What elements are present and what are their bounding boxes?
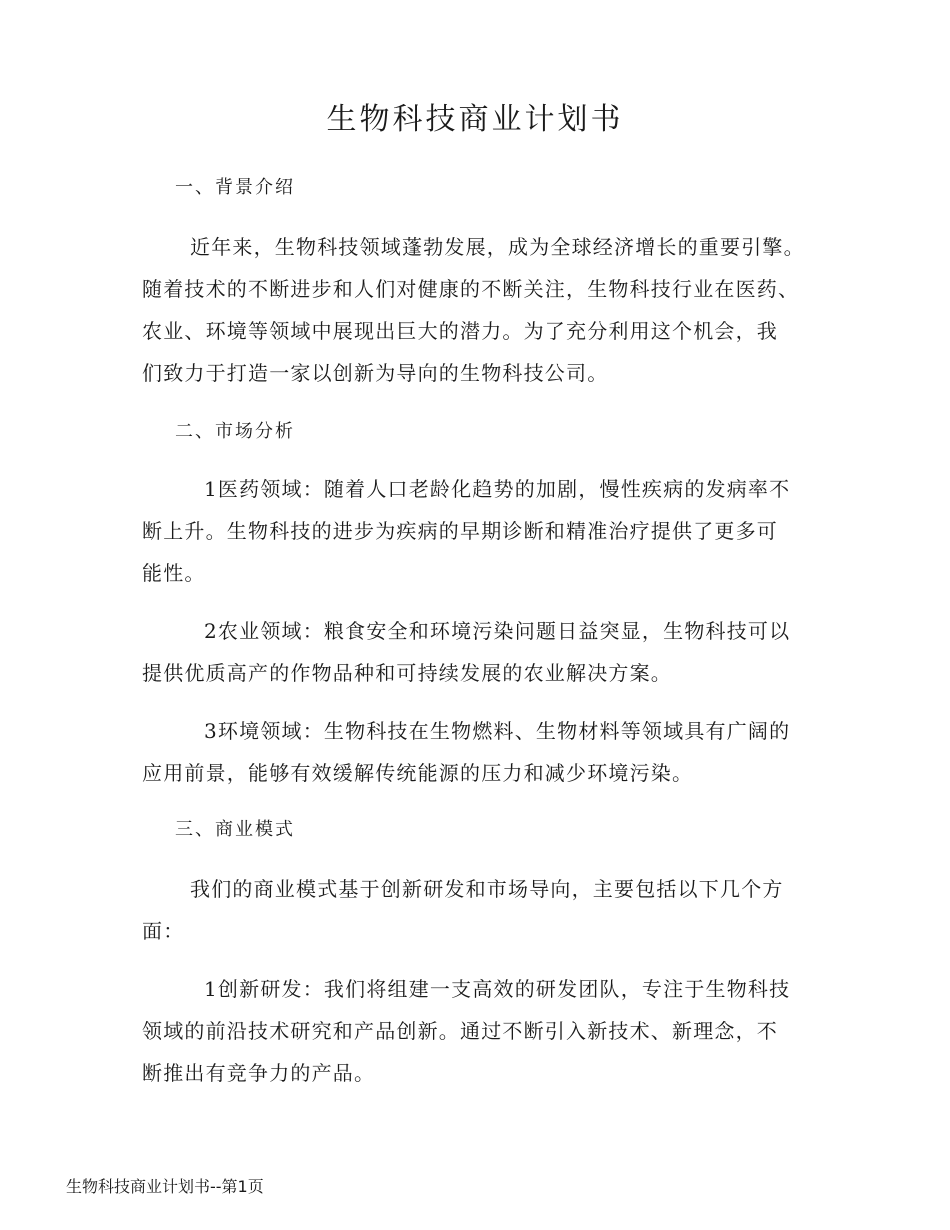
paragraph-innovation-rd [142,968,842,1094]
paragraph-medical-field [142,468,842,594]
paragraph-business-model-intro [142,868,842,952]
paragraph-line: 应用前景，能够有效缓解传统能源的压力和减少环境污染。 [142,761,694,785]
paragraph-line: 随着技术的不断进步和人们对健康的不断关注，生物科技行业在医药、 [142,277,800,301]
paragraph-background-intro [142,226,842,394]
paragraph-line: 近年来，生物科技领域蓬勃发展，成为全球经济增长的重要引擎。 [190,235,805,259]
paragraph-agriculture-field [142,610,842,694]
section-heading-market-analysis: 二、市场分析 [175,421,295,442]
paragraph-line: 我们的商业模式基于创新研发和市场导向，主要包括以下几个方 [190,877,784,901]
paragraph-line: 断推出有竞争力的产品。 [142,1061,376,1085]
paragraph-line: 们致力于打造一家以创新为导向的生物科技公司。 [142,361,609,385]
paragraph-line: 农业、环境等领域中展现出巨大的潜力。为了充分利用这个机会，我 [142,319,778,343]
section-heading-background: 一、背景介绍 [175,177,295,198]
paragraph-line: 1创新研发：我们将组建一支高效的研发团队，专注于生物科技 [204,977,791,1001]
paragraph-line: 断上升。生物科技的进步为疾病的早期诊断和精准治疗提供了更多可 [142,519,778,543]
paragraph-line: 面： [142,919,185,943]
paragraph-line: 2农业领域：粮食安全和环境污染问题日益突显，生物科技可以 [204,619,791,643]
paragraph-line: 领域的前沿技术研究和产品创新。通过不断引入新技术、新理念，不 [142,1019,778,1043]
paragraph-line: 3环境领域：生物科技在生物燃料、生物材料等领域具有广阔的 [204,719,791,743]
paragraph-line: 1医药领域：随着人口老龄化趋势的加剧，慢性疾病的发病率不 [204,477,791,501]
paragraph-line: 能性。 [142,561,206,585]
document-title: 生物科技商业计划书 [326,102,624,137]
paragraph-environment-field [142,710,842,794]
paragraph-line: 提供优质高产的作物品种和可持续发展的农业解决方案。 [142,661,672,685]
section-heading-business-model: 三、商业模式 [175,819,295,840]
page-footer: 生物科技商业计划书--第1页 [66,1177,264,1196]
